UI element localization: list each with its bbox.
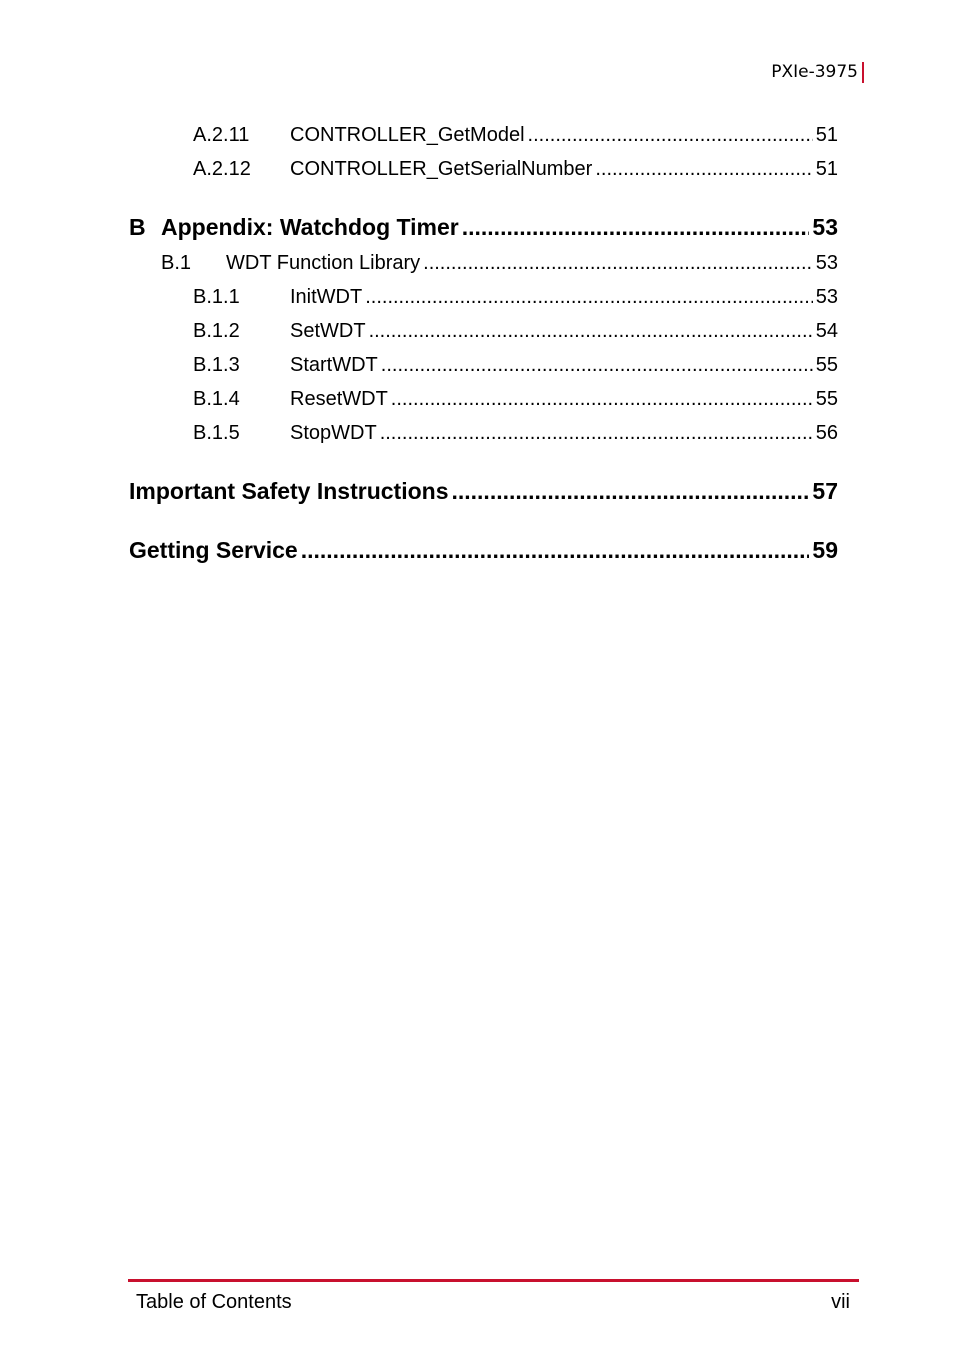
toc-entry-page: 55 [815,354,838,376]
toc-entry-number: B.1 [161,252,192,274]
toc-entry-number: A.2.11 [193,124,250,146]
toc-entry-number: B [129,214,146,240]
dot-leader [381,353,813,377]
toc-entry[interactable] [193,123,838,147]
footer-divider [128,1279,859,1282]
toc-entry[interactable] [193,421,838,445]
toc-entry-title: StartWDT [290,354,378,376]
toc-entry[interactable] [193,387,838,411]
toc-entry-title: Appendix: Watchdog Timer [161,214,459,240]
dot-leader [369,319,813,343]
dot-leader [595,157,812,181]
product-name: PXIe-3975 [771,62,858,82]
toc-entry-page: 54 [815,320,838,342]
toc-entry-title: Important Safety Instructions [129,478,449,504]
dot-leader [462,213,810,241]
toc-entry-number: B.1.2 [193,320,240,342]
toc-entry-page: 57 [812,478,838,504]
toc-entry-number: B.1.4 [193,388,240,410]
toc-entry-page: 55 [815,388,838,410]
toc-entry-page: 56 [815,422,838,444]
toc-entry-title: SetWDT [290,320,366,342]
toc-entry-page: 51 [815,124,838,146]
toc-entry-title: StopWDT [290,422,377,444]
toc-entry[interactable] [193,285,838,309]
dot-leader [528,123,813,147]
dot-leader [451,477,809,505]
toc-chapter-entry[interactable] [129,213,838,241]
dot-leader [365,285,813,309]
dot-leader [423,251,813,275]
toc-chapter-entry[interactable] [129,536,838,564]
header-accent-bar [862,62,864,83]
dot-leader [380,421,813,445]
toc-entry-title: CONTROLLER_GetSerialNumber [290,158,593,180]
toc-entry-number: B.1.3 [193,354,240,376]
toc-entry-page: 53 [812,214,838,240]
toc-entry-title: Getting Service [129,537,298,563]
dot-leader [391,387,813,411]
toc-entry-page: 59 [812,537,838,563]
toc-entry[interactable] [161,251,838,275]
toc-entry[interactable] [193,157,838,181]
toc-entry-number: A.2.12 [193,158,251,180]
toc-entry-title: InitWDT [290,286,363,308]
toc-chapter-entry[interactable] [129,477,838,505]
toc-entry-title: WDT Function Library [226,252,421,274]
footer-page-number: vii [831,1291,850,1313]
toc-entry-page: 53 [815,286,838,308]
toc-entry-number: B.1.5 [193,422,240,444]
toc-entry[interactable] [193,353,838,377]
footer-section-title: Table of Contents [136,1291,292,1313]
dot-leader [301,536,810,564]
toc-entry-page: 53 [815,252,838,274]
toc-entry[interactable] [193,319,838,343]
toc-entry-number: B.1.1 [193,286,240,308]
toc-entry-title: ResetWDT [290,388,388,410]
toc-entry-title: CONTROLLER_GetModel [290,124,525,146]
toc-entry-page: 51 [815,158,838,180]
